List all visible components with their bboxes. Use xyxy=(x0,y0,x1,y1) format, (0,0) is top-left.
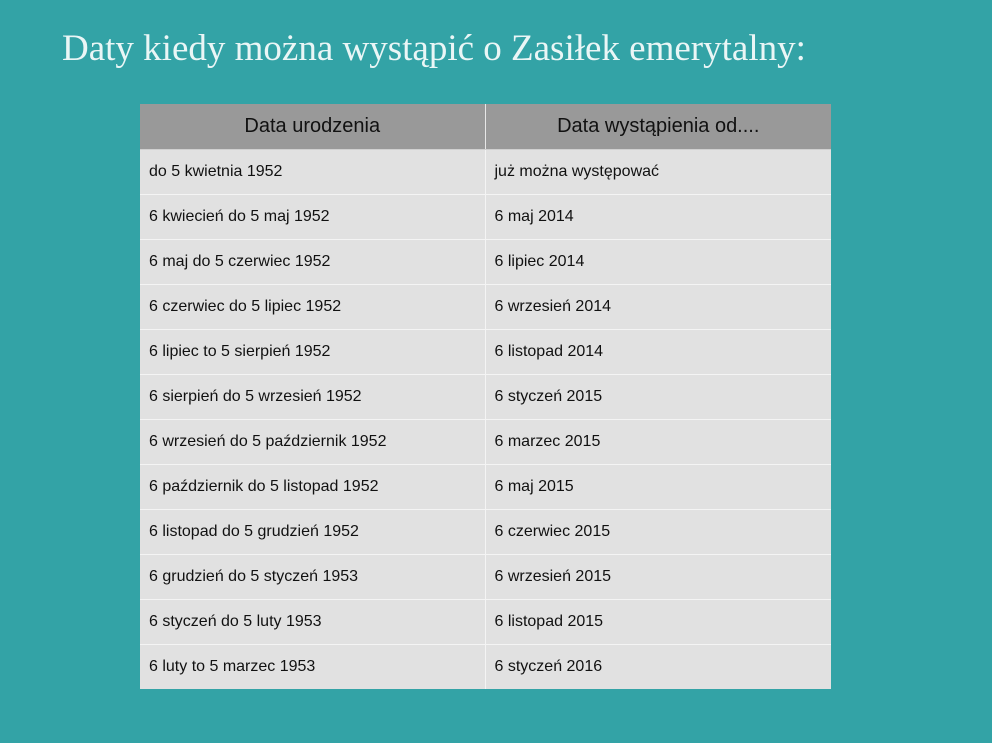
table-row xyxy=(140,150,831,195)
pension-dates-table-container xyxy=(140,104,831,689)
table-row xyxy=(140,285,831,330)
birth-date-cell: 6 wrzesień do 5 październik 1952 xyxy=(140,420,485,465)
header-application-date: Data wystąpienia od.... xyxy=(485,104,831,150)
application-date-cell: 6 maj 2015 xyxy=(485,465,831,510)
table-row xyxy=(140,465,831,510)
birth-date-cell: 6 sierpień do 5 wrzesień 1952 xyxy=(140,375,485,420)
birth-date-cell: 6 czerwiec do 5 lipiec 1952 xyxy=(140,285,485,330)
pension-dates-table xyxy=(140,104,831,689)
table-header-row xyxy=(140,104,831,150)
application-date-cell: 6 maj 2014 xyxy=(485,195,831,240)
birth-date-cell: 6 luty to 5 marzec 1953 xyxy=(140,645,485,690)
application-date-cell: 6 styczeń 2015 xyxy=(485,375,831,420)
application-date-cell: 6 czerwiec 2015 xyxy=(485,510,831,555)
application-date-cell: 6 styczeń 2016 xyxy=(485,645,831,690)
application-date-cell: 6 listopad 2014 xyxy=(485,330,831,375)
birth-date-cell: 6 lipiec to 5 sierpień 1952 xyxy=(140,330,485,375)
application-date-cell: 6 listopad 2015 xyxy=(485,600,831,645)
birth-date-cell: 6 grudzień do 5 styczeń 1953 xyxy=(140,555,485,600)
application-date-cell: 6 marzec 2015 xyxy=(485,420,831,465)
application-date-cell: 6 wrzesień 2014 xyxy=(485,285,831,330)
table-row xyxy=(140,555,831,600)
table-row xyxy=(140,600,831,645)
table-row xyxy=(140,375,831,420)
table-row xyxy=(140,420,831,465)
application-date-cell: 6 wrzesień 2015 xyxy=(485,555,831,600)
birth-date-cell: 6 maj do 5 czerwiec 1952 xyxy=(140,240,485,285)
table-row xyxy=(140,240,831,285)
application-date-cell: już można występować xyxy=(485,150,831,195)
birth-date-cell: 6 kwiecień do 5 maj 1952 xyxy=(140,195,485,240)
slide-title: Daty kiedy można wystąpić o Zasiłek emerytalny: xyxy=(62,28,806,69)
application-date-cell: 6 lipiec 2014 xyxy=(485,240,831,285)
header-birth-date: Data urodzenia xyxy=(140,104,485,150)
table-row xyxy=(140,330,831,375)
birth-date-cell: 6 listopad do 5 grudzień 1952 xyxy=(140,510,485,555)
table-row xyxy=(140,645,831,690)
table-row xyxy=(140,510,831,555)
birth-date-cell: do 5 kwietnia 1952 xyxy=(140,150,485,195)
table-row xyxy=(140,195,831,240)
birth-date-cell: 6 styczeń do 5 luty 1953 xyxy=(140,600,485,645)
birth-date-cell: 6 październik do 5 listopad 1952 xyxy=(140,465,485,510)
